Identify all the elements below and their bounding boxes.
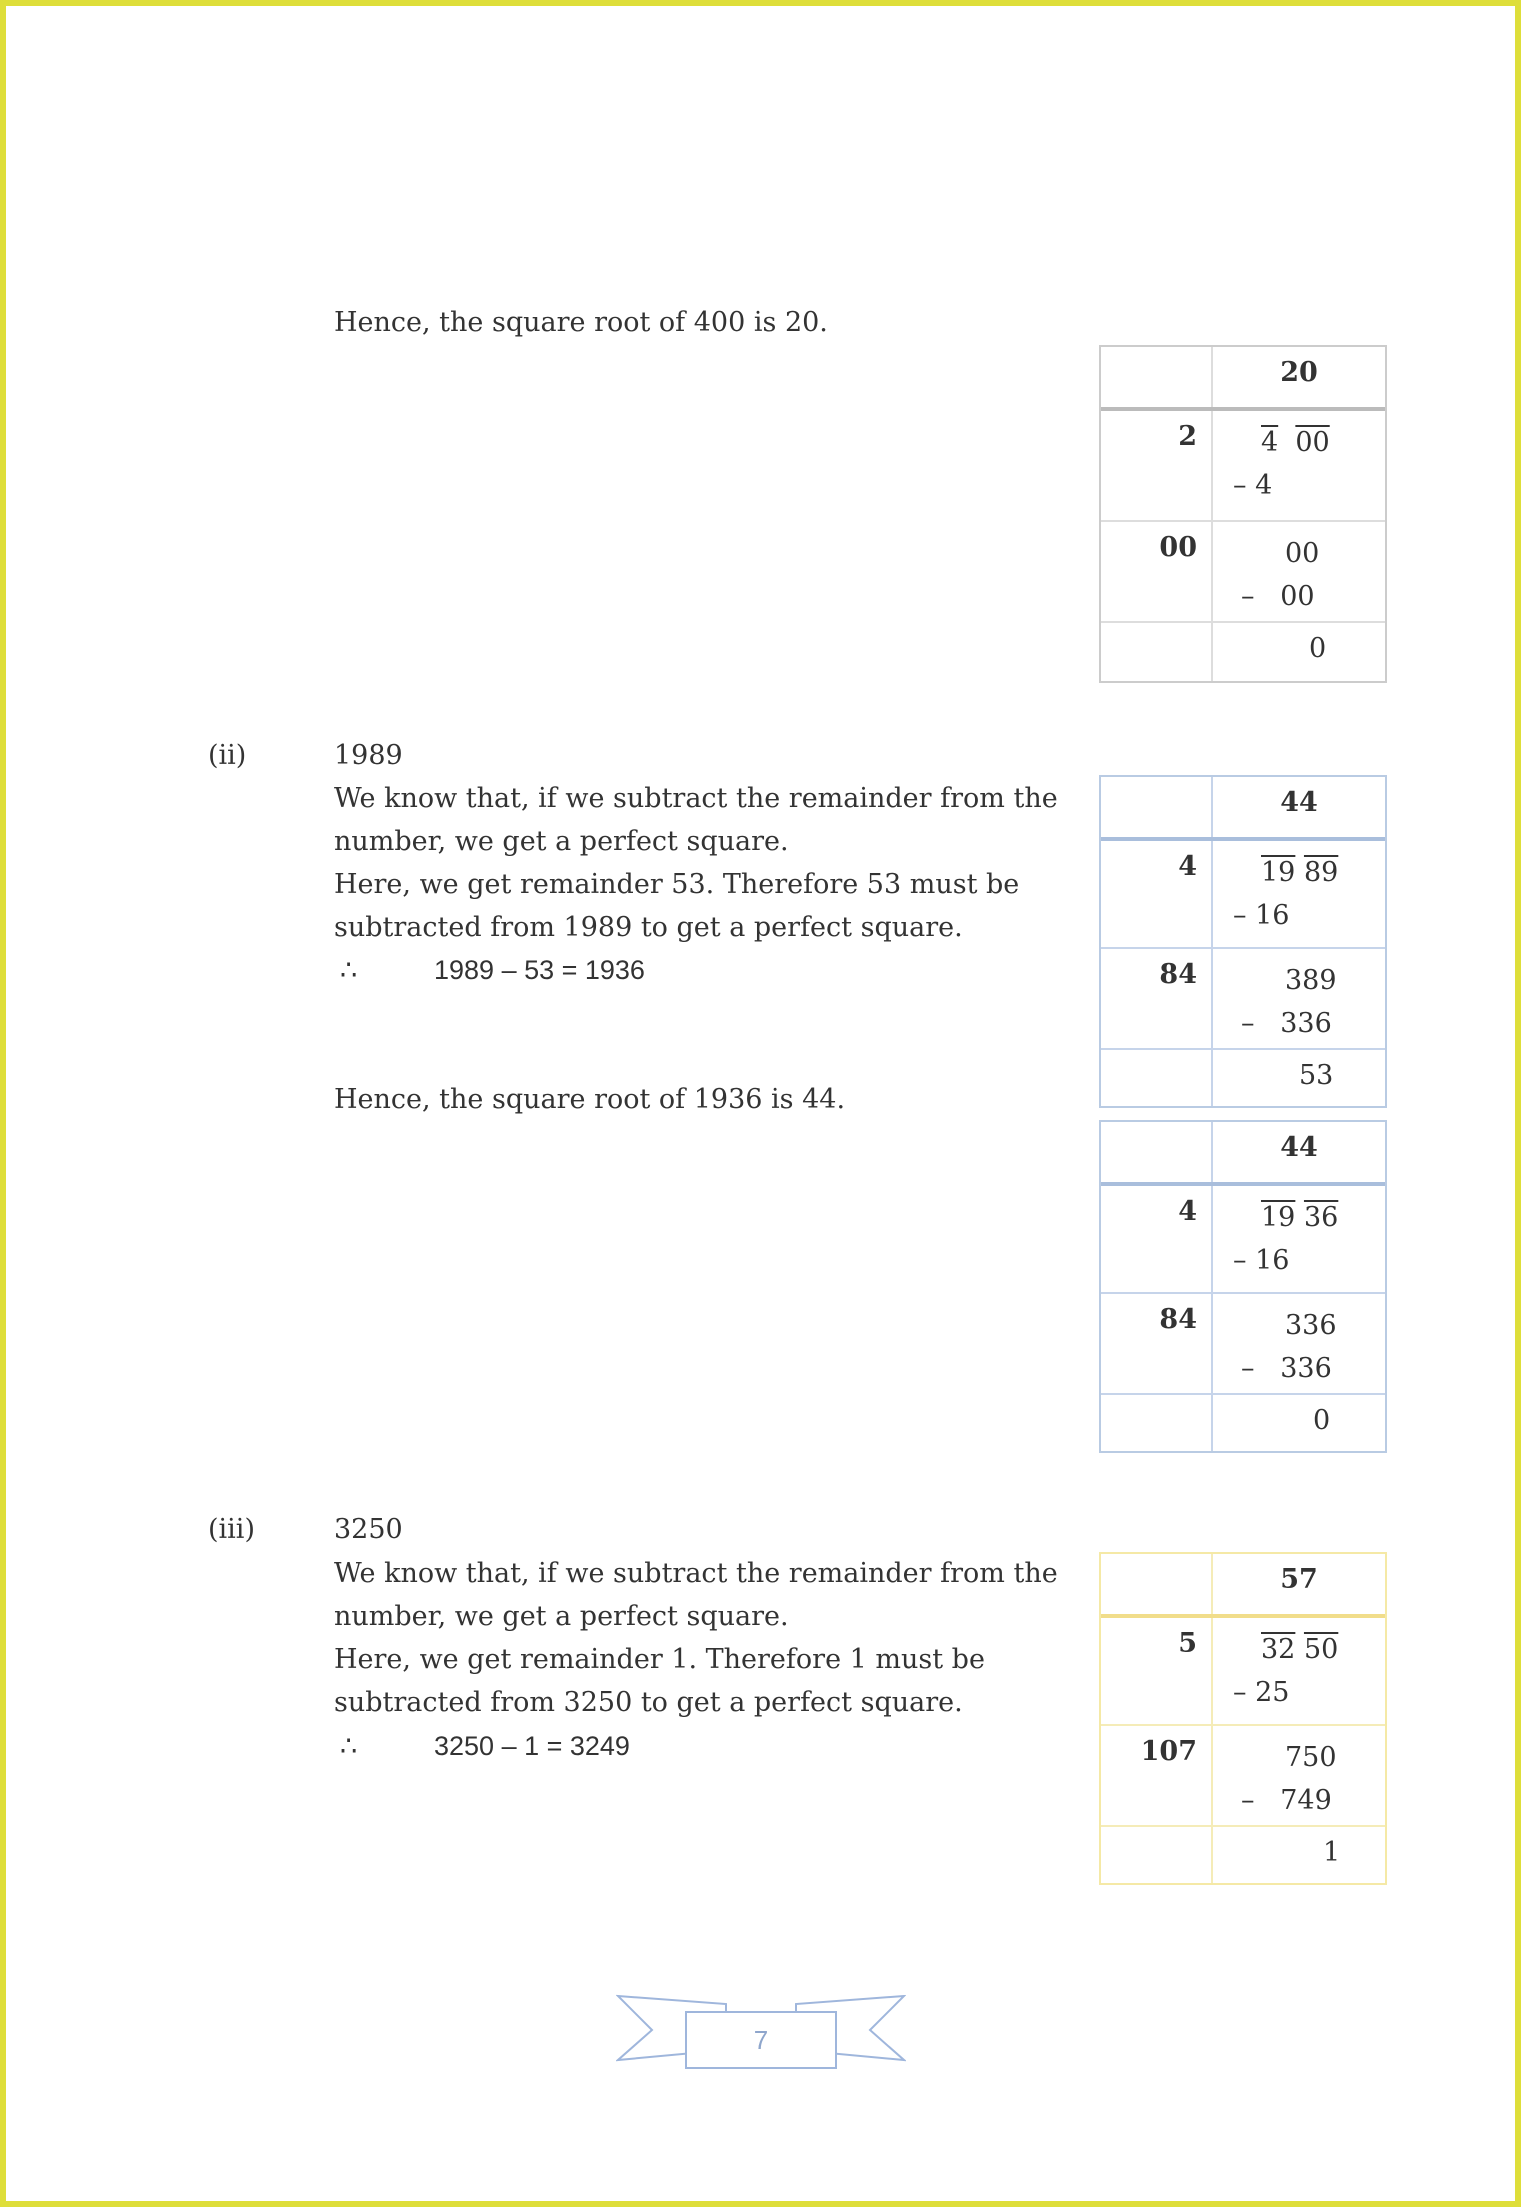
subtraction: – 336 bbox=[1241, 1353, 1332, 1384]
digit-pair: 4 bbox=[1261, 427, 1279, 458]
equation: 3250 – 1 = 3249 bbox=[434, 1731, 630, 1761]
divisor: 107 bbox=[1101, 1726, 1213, 1825]
subtraction: – 16 bbox=[1233, 900, 1290, 931]
quotient: 20 bbox=[1280, 357, 1318, 388]
digit-pair: 50 bbox=[1303, 1634, 1339, 1665]
subtraction: – 336 bbox=[1241, 1008, 1332, 1039]
subtraction: – 16 bbox=[1233, 1245, 1290, 1276]
text-line: Here, we get remainder 53. Therefore 53 must be bbox=[334, 869, 1020, 900]
part-label-iii: (iii) bbox=[208, 1514, 255, 1545]
division-table-400 bbox=[1099, 345, 1387, 683]
remainder: 53 bbox=[1299, 1060, 1334, 1091]
subtraction: – 749 bbox=[1241, 1785, 1332, 1816]
text-line: subtracted from 1989 to get a perfect square. bbox=[334, 912, 963, 943]
subtraction: – 25 bbox=[1233, 1677, 1290, 1708]
dividend: 00 bbox=[1285, 538, 1320, 569]
divisor: 5 bbox=[1101, 1618, 1213, 1724]
equation: 1989 – 53 = 1936 bbox=[434, 955, 645, 985]
text-line: Here, we get remainder 1. Therefore 1 must be bbox=[334, 1644, 985, 1675]
dividend: 336 bbox=[1285, 1310, 1337, 1341]
text-line: number, we get a perfect square. bbox=[334, 1601, 789, 1632]
quotient: 44 bbox=[1280, 787, 1318, 818]
digit-pair: 36 bbox=[1303, 1202, 1339, 1233]
dividend: 389 bbox=[1285, 965, 1337, 996]
division-table-1989 bbox=[1099, 775, 1387, 1108]
digit-pair: 00 bbox=[1295, 427, 1330, 458]
divisor: 4 bbox=[1101, 841, 1213, 947]
conclusion-1936: Hence, the square root of 1936 is 44. bbox=[334, 1084, 846, 1115]
therefore-symbol: ∴ bbox=[340, 1731, 358, 1762]
part-label-ii: (ii) bbox=[208, 740, 247, 771]
text-line: We know that, if we subtract the remainder from the bbox=[334, 1558, 1058, 1589]
remainder: 0 bbox=[1309, 633, 1327, 664]
explanation-ii bbox=[334, 777, 1074, 949]
digit-pair: 89 bbox=[1303, 857, 1339, 888]
conclusion-400: Hence, the square root of 400 is 20. bbox=[334, 307, 828, 338]
subtraction: – 4 bbox=[1233, 470, 1273, 501]
division-table-1936 bbox=[1099, 1120, 1387, 1453]
text-line: We know that, if we subtract the remainder from the bbox=[334, 783, 1058, 814]
text-line: subtracted from 3250 to get a perfect square. bbox=[334, 1687, 963, 1718]
part-number: 1989 bbox=[334, 740, 403, 771]
subtraction: – 00 bbox=[1241, 581, 1315, 612]
division-table-3250 bbox=[1099, 1552, 1387, 1885]
page-number-banner bbox=[616, 1990, 906, 2070]
remainder: 0 bbox=[1313, 1405, 1331, 1436]
digit-pair: 19 bbox=[1261, 1202, 1296, 1233]
divisor: 84 bbox=[1101, 1294, 1213, 1393]
quotient: 44 bbox=[1280, 1132, 1318, 1163]
therefore-symbol: ∴ bbox=[340, 955, 358, 986]
divisor: 4 bbox=[1101, 1186, 1213, 1292]
text-line: number, we get a perfect square. bbox=[334, 826, 789, 857]
remainder: 1 bbox=[1323, 1837, 1341, 1868]
dividend: 750 bbox=[1285, 1742, 1337, 1773]
divisor: 84 bbox=[1101, 949, 1213, 1048]
divisor: 2 bbox=[1101, 411, 1213, 520]
part-number: 3250 bbox=[334, 1514, 403, 1545]
digit-pair: 19 bbox=[1261, 857, 1296, 888]
digit-pair: 32 bbox=[1261, 1634, 1296, 1665]
divisor: 00 bbox=[1101, 522, 1213, 621]
quotient: 57 bbox=[1280, 1564, 1318, 1595]
explanation-iii bbox=[334, 1552, 1074, 1724]
page-number: 7 bbox=[753, 2025, 769, 2055]
